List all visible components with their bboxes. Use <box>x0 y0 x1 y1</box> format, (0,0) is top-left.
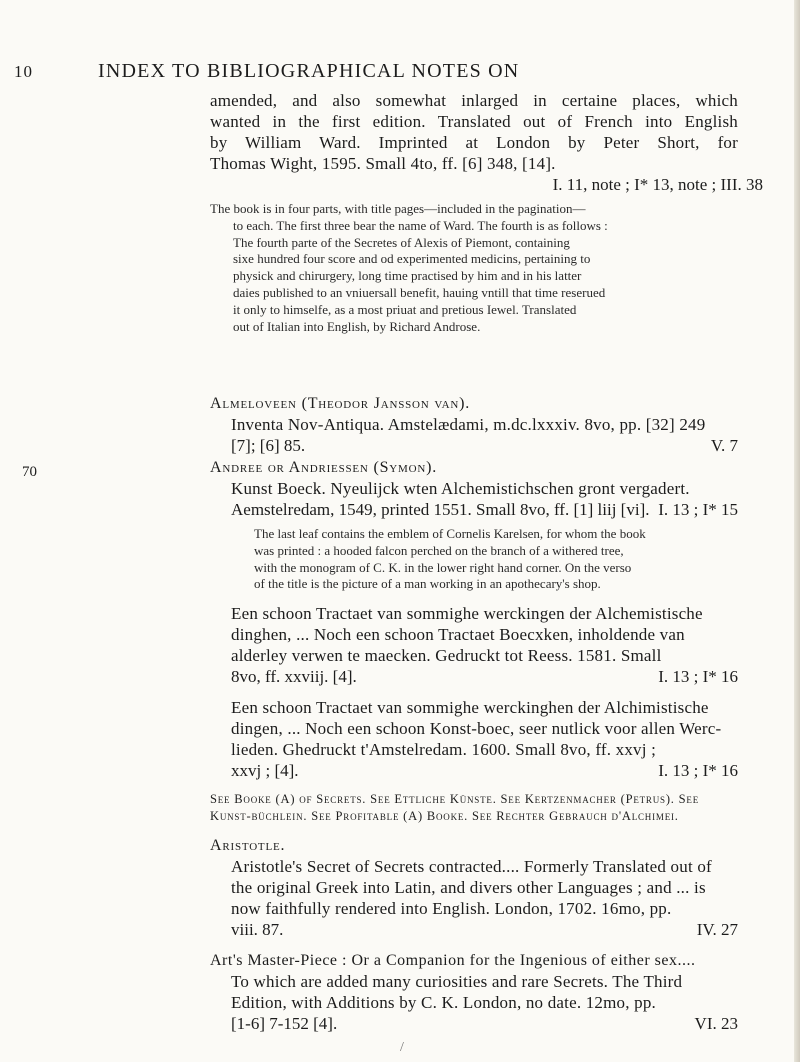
entry-heading: Art's Master-Piece : Or a Companion for the Ingenious of either sex.... <box>210 952 696 969</box>
entry-note <box>210 526 738 593</box>
note-line: The book is in four parts, with title pages—included in the pagination— <box>210 201 586 216</box>
entry-line: amended, and also somewhat inlarged in certaine places, which <box>210 91 738 110</box>
entry-line: viii. 87. <box>231 920 284 939</box>
entry-locator: I. 13 ; I* 16 <box>658 667 738 687</box>
entry-line: Een schoon Tractaet van sommighe werckinghen der Alchimistische <box>231 698 709 718</box>
entry-line: dinghen, ... Noch een schoon Tractaet Boecxken, inholdende van <box>231 625 685 645</box>
note-line: to each. The first three bear the name of Ward. The fourth is as follows : <box>233 217 608 233</box>
entry-line: by William Ward. Imprinted at London by Peter Short, for <box>210 133 738 152</box>
page-number: 10 <box>14 62 33 81</box>
note-line: out of Italian into English, by Richard Androse. <box>233 318 481 334</box>
entry-line: alderley verwen te maecken. Gedruckt tot Reess. 1581. Small <box>231 646 662 666</box>
entry-line: the original Greek into Latin, and divers other Languages ; and ... is <box>231 878 706 897</box>
entry-line: [1-6] 7-152 [4]. <box>231 1014 338 1033</box>
entry-line: Thomas Wight, 1595. Small 4to, ff. [6] 348, [14]. <box>210 154 556 173</box>
entry-heading: Almeloveen (Theodor Jansson van). <box>210 395 471 412</box>
entry-locator: V. 7 <box>710 436 738 455</box>
entry-line: wanted in the first edition. Translated out of French into English <box>210 112 738 131</box>
entry-heading: Aristotle. <box>210 837 286 854</box>
entry-line: Kunst Boeck. Nyeulijck wten Alchemistichschen gront vergadert. <box>231 479 690 498</box>
entry-item <box>210 603 738 687</box>
entry-arts-master-piece <box>210 950 738 1034</box>
running-head: INDEX TO BIBLIOGRAPHICAL NOTES ON <box>98 60 520 82</box>
entry-line-with-locator <box>210 435 738 456</box>
margin-line-number: 70 <box>22 464 37 480</box>
note-line: sixe hundred four score and od experimented medicins, pertaining to <box>233 251 591 267</box>
xref-line: Kunst-büchlein. See Profitable (A) Booke. See Rechter Gebrauch d'Alchimei. <box>210 809 679 824</box>
entry-line-with-locator <box>210 919 738 940</box>
entry-locator: IV. 27 <box>696 920 738 939</box>
entry-line: dingen, ... Noch een schoon Konst-boec, seer nutlick voor allen Werc- <box>231 719 722 739</box>
footer-mark: / <box>400 1040 404 1055</box>
entry-line: [7]; [6] 85. <box>231 436 306 455</box>
entry-line: Edition, with Additions by C. K. London, no date. 12mo, pp. <box>231 993 656 1012</box>
entry-line-with-locator <box>210 1013 738 1034</box>
note-line: with the monogram of C. K. in the lower right hand corner. On the verso <box>254 559 632 575</box>
note-line: The fourth parte of the Secretes of Alexis of Piemont, containing <box>233 234 570 250</box>
entry-locator: I. 13 ; I* 15 <box>658 500 738 519</box>
note-line: daies published to an vniuersall benefit, hauing vntill that time reserued <box>233 284 606 300</box>
entry-line: To which are added many curiosities and rare Secrets. The Third <box>231 972 683 991</box>
entry-locator: VI. 23 <box>694 1014 738 1033</box>
note-line: The last leaf contains the emblem of Cornelis Karelsen, for whom the book <box>254 526 646 541</box>
entry-almeloveen <box>210 393 738 456</box>
entry-secrets-alexis <box>210 90 763 335</box>
entry-line: 8vo, ff. xxviij. [4]. <box>231 667 357 687</box>
note-line: it only to himselfe, as a most priuat and pretious Iewel. Translated <box>233 301 577 317</box>
entry-line: xxvj ; [4]. <box>231 761 299 781</box>
xref-line: See Booke (A) of Secrets. See Ettliche Künste. See Kertzenmacher (Petrus). See <box>210 792 699 807</box>
entry-line: now faithfully rendered into English. London, 1702. 16mo, pp. <box>231 899 672 918</box>
entry-andree <box>210 457 738 825</box>
entry-note <box>210 201 738 335</box>
page-edge <box>794 0 800 1062</box>
note-line: physick and chirurgery, long time practised by him and in his latter <box>233 268 582 284</box>
cross-references <box>210 791 738 825</box>
entry-locator: I. 13 ; I* 16 <box>658 761 738 781</box>
entry-line: Aemstelredam, 1549, printed 1551. Small 8vo, ff. [1] liij [vi]. <box>231 500 650 519</box>
entry-aristotle <box>210 835 738 940</box>
entry-line: Een schoon Tractaet van sommighe werckingen der Alchemistische <box>231 604 703 624</box>
note-line: was printed : a hooded falcon perched on the branch of a withered tree, <box>254 542 624 558</box>
entry-line-with-locator <box>210 666 738 687</box>
entry-line: Inventa Nov-Antiqua. Amstelædami, m.dc.lxxxiv. 8vo, pp. [32] 249 <box>231 415 706 434</box>
entry-item <box>210 697 738 781</box>
note-line: of the title is the picture of a man working in an apothecary's shop. <box>254 576 601 592</box>
entry-line: lieden. Ghedruckt t'Amstelredam. 1600. Small 8vo, ff. xxvj ; <box>231 740 657 760</box>
entry-line-with-locator <box>210 499 738 520</box>
entry-locator: I. 11, note ; I* 13, note ; III. 38 <box>552 175 763 194</box>
entry-line: Aristotle's Secret of Secrets contracted.... Formerly Translated out of <box>231 857 712 876</box>
entry-heading: Andree or Andriessen (Symon). <box>210 459 438 476</box>
entry-line-with-locator <box>210 760 738 781</box>
